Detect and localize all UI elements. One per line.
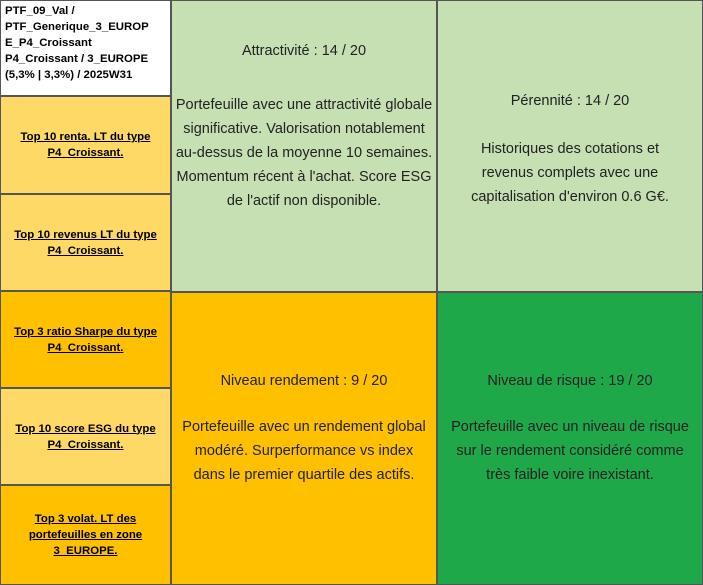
panel-rendement	[171, 292, 437, 585]
portfolio-info-box	[0, 0, 171, 96]
link-top10-revenus[interactable]: Top 10 revenus LT du type P4_Croissant.	[14, 228, 157, 257]
attractivite-description: Portefeuille avec une attractivité globale significative. Valorisation notablement au-dessus de la moyenne 10 semaines. Momentum récent à l'achat. Score ESG de l'actif non disponible.	[175, 97, 433, 209]
portfolio-info-line: E_P4_Croissant	[5, 37, 92, 49]
panel-attractivite	[171, 0, 437, 292]
rendement-title: Niveau rendement : 9 / 20	[220, 373, 388, 389]
link-top3-sharpe[interactable]: Top 3 ratio Sharpe du type P4_Croissant.	[14, 325, 157, 354]
risque-title: Niveau de risque : 19 / 20	[487, 373, 653, 389]
rendement-description: Portefeuille avec un rendement global modéré. Surperformance vs index dans le premier quartile des actifs.	[182, 419, 426, 483]
link-top3-volat[interactable]: Top 3 volat. LT des portefeuilles en zone 3_EUROPE.	[28, 513, 143, 557]
link-cell-top10-esg[interactable]	[0, 388, 171, 485]
perennite-description: Historiques des cotations et revenus complets avec une capitalisation d'environ 0.6 G€.	[471, 141, 669, 205]
risque-description: Portefeuille avec un niveau de risque sur le rendement considéré comme très faible voire inexistant.	[451, 419, 689, 483]
portfolio-info-line: PTF_09_Val /	[5, 5, 75, 17]
link-cell-top10-renta[interactable]	[0, 96, 171, 194]
panel-perennite	[437, 0, 703, 292]
link-top10-renta[interactable]: Top 10 renta. LT du type P4_Croissant.	[20, 131, 151, 159]
portfolio-info-line: (5,3% | 3,3%) / 2025W31	[5, 69, 133, 81]
perennite-title: Pérennité : 14 / 20	[510, 93, 630, 109]
link-top10-esg[interactable]: Top 10 score ESG du type P4_Croissant.	[15, 422, 156, 451]
portfolio-info-line: P4_Croissant / 3_EUROPE	[5, 53, 149, 65]
link-cell-top3-volat[interactable]	[0, 485, 171, 585]
link-cell-top10-revenus[interactable]	[0, 194, 171, 291]
attractivite-title: Attractivité : 14 / 20	[241, 43, 367, 59]
link-cell-top3-sharpe[interactable]	[0, 291, 171, 388]
portfolio-info-line: PTF_Generique_3_EUROP	[5, 21, 149, 33]
panel-risque	[437, 292, 703, 585]
